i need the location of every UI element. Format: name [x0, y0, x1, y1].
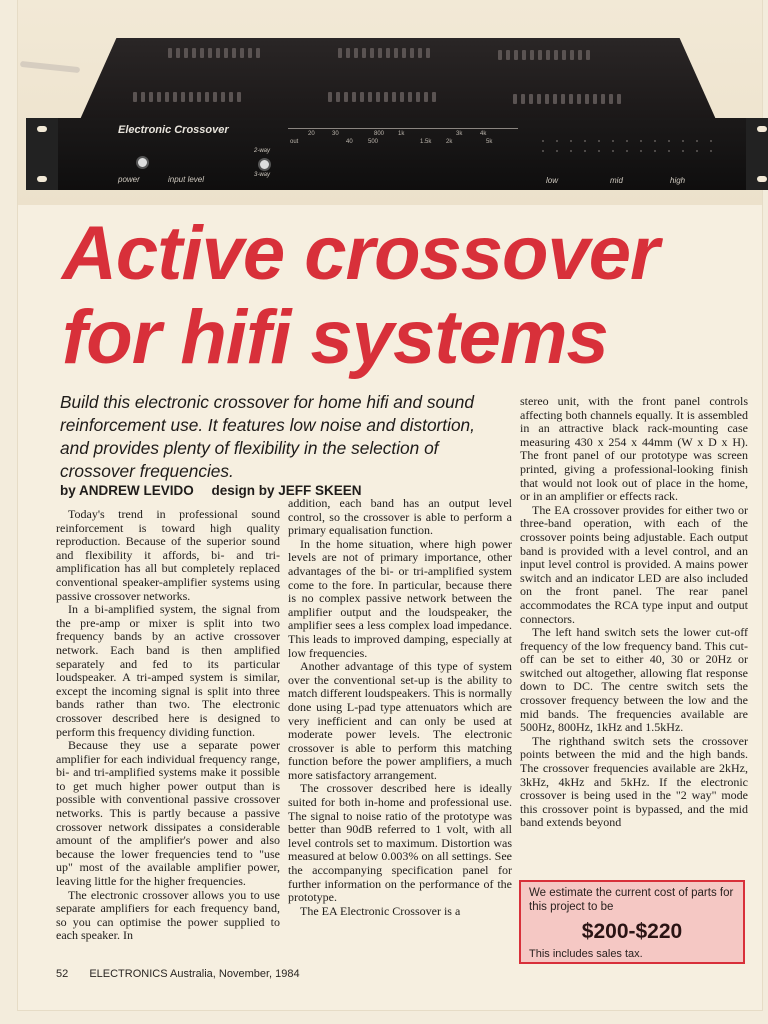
- article-headline: [62, 212, 762, 380]
- paragraph: The righthand switch sets the crossover points between the mid and the high bands. The crossover frequencies available are 2kHz, 3kHz, 4kHz and 5kHz. If the electronic crossover is being used in the "2 way" mode this crossover point is bypassed, and the mid band extends beyond: [520, 733, 748, 830]
- level-control-dots: [536, 136, 716, 156]
- rack-ear-right: [746, 118, 768, 190]
- headline-line-1: Active crossover: [62, 211, 659, 296]
- device-front-panel: [26, 118, 768, 190]
- vent-row: [513, 94, 621, 104]
- input-level-label: input level: [168, 175, 205, 184]
- two-way-label: 2-way: [254, 148, 271, 154]
- paragraph: The crossover described here is ideally suited for both in-home and professional use. The signal to noise ratio of the prototype was better than 90dB referred to 1 volt, with all level controls set to maximum. Distortion was measured at below 0.003% on all settings. See the accompanying specification panel for further information on the performance of the prototype.: [288, 781, 512, 905]
- three-way-label: 3-way: [254, 172, 271, 178]
- rack-ear-left: [26, 118, 58, 190]
- paragraph: In a bi-amplified system, the signal from the pre-amp or mixer is split into two frequency bands by an active crossover network. Each band is then amplified separately and fed to its particular loudspeaker. A tri-amped system is similar, except the incoming signal is split into three bands rather than two. The electronic crossover described here is designed to perform this frequency dividing function.: [56, 602, 280, 739]
- low-band-label: low: [546, 176, 559, 185]
- power-label: power: [118, 175, 140, 184]
- publication-info: ELECTRONICS Australia, November, 1984: [89, 968, 300, 980]
- paragraph: The EA Electronic Crossover is a: [300, 903, 461, 918]
- high-band-label: high: [670, 176, 686, 185]
- device-title: Electronic Crossover: [118, 124, 229, 136]
- paragraph: The left hand switch sets the lower cut-off frequency of the low frequency band. This cut-off can be set to either 40, 30 or 20Hz or switched out altogether, allowing flat response down to DC. The centre switch sets the crossover frequency between the low and the mid bands. The frequencies available are 500Hz, 800Hz, 1kHz and 1.5kHz.: [520, 625, 748, 735]
- text-column-3: [520, 395, 748, 830]
- page-footer: [56, 968, 300, 980]
- frequency-dial-scale: 20 30 40 800 500 1k 1.5k 2k 3k 4k 5k out: [288, 128, 518, 157]
- paragraph: Because they use a separate power amplifier for each individual frequency range, bi- and tri-amplified systems make it possible to get much higher power output than is possible with conventional passive crossover networks. This is partly because a passive crossover network dissipates a considerable amount of the amplifier's power and also because the lower frequencies tend to "use up" most of the available amplifier power, leaving little for the higher frequencies.: [56, 738, 280, 889]
- paragraph: Today's trend in professional sound reinforcement is toward high quality reproduction. Because of the superior sound and flexibility it affords, bi- and tri-amplification has all but completely replaced conventional speaker-amplifier systems using passive crossover networks.: [56, 507, 280, 603]
- vent-row: [133, 92, 241, 102]
- paragraph: Another advantage of this type of system over the conventional set-up is the ability to match different loudspeakers. This is normally done using L-pad type attenuators which are very inefficient and can only be used at moderate power levels. The electronic crossover is able to perform this matching function before the power amplifiers, a much more satisfactory arrangement.: [288, 659, 512, 782]
- vent-row: [338, 48, 430, 58]
- paragraph: stereo unit, with the front panel controls affecting both channels equally. It is assembled in an attractive black rack-mounting case measuring 430 x 254 x 44mm (W x D x H). The front panel of our prototype was screen printed, giving a professional-looking finish that would not look out of place in the home, or in an amplifier or effects rack.: [520, 394, 748, 504]
- cost-tax-note: This includes sales tax.: [529, 948, 643, 960]
- vent-row: [168, 48, 260, 58]
- text-column-2: [288, 497, 512, 918]
- power-cable: [20, 61, 80, 73]
- page-number: 52: [56, 968, 69, 980]
- mode-switch-knob: [258, 158, 271, 171]
- paragraph: The electronic crossover allows you to use separate amplifiers for each frequency band, so you can optimise the power supplied to each speaker. In: [56, 887, 280, 943]
- text-column-1: [56, 508, 280, 943]
- cost-estimate-box: [519, 880, 745, 964]
- device-photo: [18, 0, 762, 205]
- power-switch-knob: [136, 156, 149, 169]
- vent-row: [498, 50, 590, 60]
- article-standfirst: Build this electronic crossover for home hifi and sound reinforcement use. It features low noise and distortion, and provides plenty of flexibility in the selection of crossover frequencies.: [60, 392, 475, 481]
- design-credit: design by JEFF SKEEN: [211, 483, 362, 498]
- paragraph: The EA crossover provides for either two or three-band operation, with each of the crossover points being adjustable. Each output band is provided with a level control, and an input level control is provided. A mains power switch and an indicator LED are also included on the front panel. The rear panel accommodates the RCA type input and output connectors.: [520, 502, 748, 626]
- paragraph: In the home situation, where high power levels are not of primary importance, other advantages of the bi- or tri-amplified system come to the fore. In particular, because there is no complex passive network between the amplifier output and the loudspeaker, the amplifier sees a less complex load impedance. This leads to improved damping, especially at low frequencies.: [288, 536, 512, 660]
- magazine-page: [18, 0, 762, 1010]
- vent-row: [328, 92, 436, 102]
- paragraph: addition, each band has an output level control, so the crossover is able to perform a primary equalisation function.: [288, 496, 512, 538]
- cost-price: $200-$220: [581, 920, 683, 943]
- cost-estimate-text: We estimate the current cost of parts for this project to be: [529, 887, 734, 913]
- author-credit: by ANDREW LEVIDO: [60, 483, 194, 498]
- headline-line-2: for hifi systems: [62, 295, 608, 380]
- mid-band-label: mid: [610, 176, 623, 185]
